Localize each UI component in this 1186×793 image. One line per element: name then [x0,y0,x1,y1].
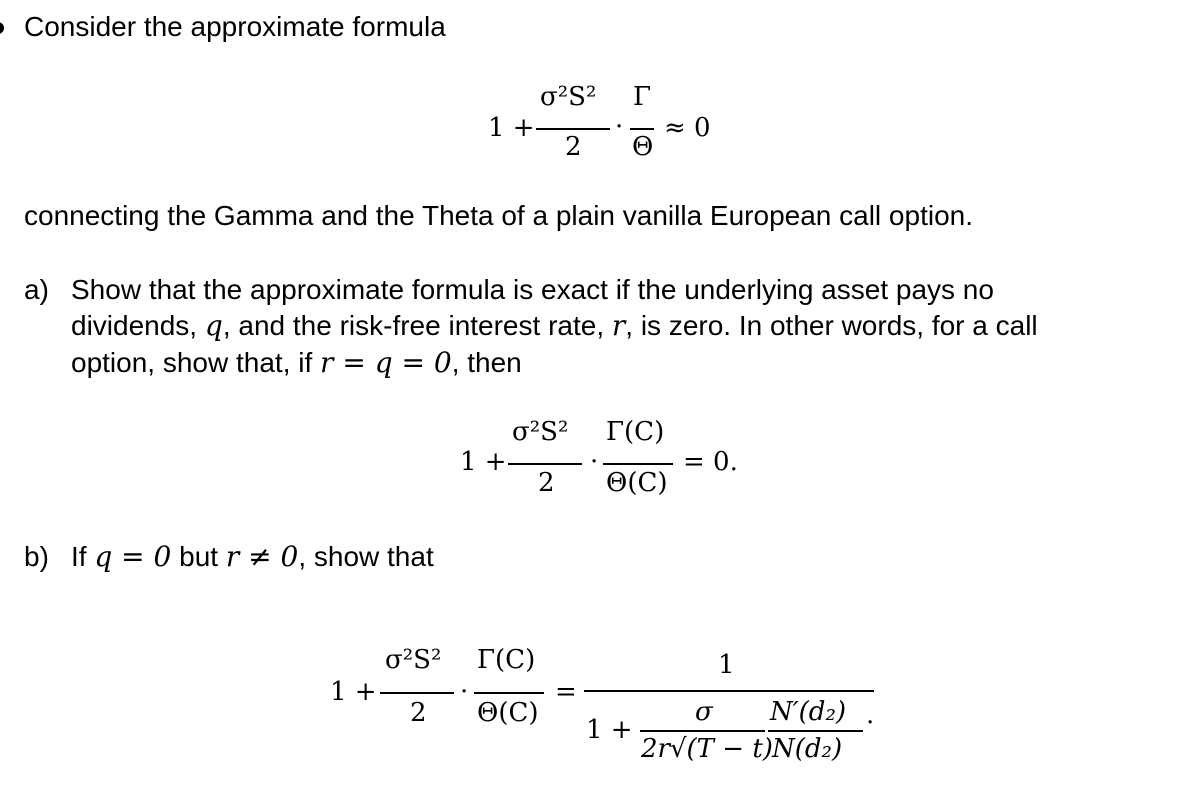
eq3-fraction-bar-2 [474,692,544,694]
eq3-dot: · [460,677,469,707]
eq3-sigma-denominator: 2r√(T − t) [641,734,773,764]
eq2-numerator-sigma-s: σ²S² [512,417,569,447]
part-a-line-1: Show that the approximate formula is exact if the underlying asset pays no [71,274,994,305]
eq1-dot: · [615,112,624,142]
eq1-denominator-2: 2 [565,132,582,162]
eq3-equals: = [555,677,577,707]
eq3-numerator-gamma-c: Γ(C) [477,645,536,675]
part-b-line: If q = 0 but r ≠ 0, show that [71,540,434,573]
eq3-sigma: σ [695,697,713,727]
eq1-one-plus: 1 + [488,113,535,143]
eq3-rhs-numerator-1: 1 [718,650,735,680]
eq3-sigma-fraction-bar [640,730,765,732]
eq3-fraction-bar-1 [380,692,454,694]
eq3-one-plus: 1 + [330,677,377,707]
eq1-numerator-sigma-s: σ²S² [540,82,597,112]
eq2-one-plus: 1 + [460,447,507,477]
eq3-denominator-2: 2 [410,698,427,728]
eq2-numerator-gamma-c: Γ(C) [606,417,665,447]
eq2-dot: · [590,447,599,477]
eq3-rhs-one-plus: 1 + [586,715,633,745]
eq3-period: . [866,700,875,730]
eq3-n-fraction-bar [768,730,863,732]
eq3-n-d2: N(d₂) [772,734,843,764]
eq1-numerator-gamma: Γ [633,82,652,112]
eq3-numerator-sigma-s: σ²S² [385,645,442,675]
intro-text: Consider the approximate formula [24,11,446,42]
part-a-line-2: dividends, q, and the risk-free interest rate, r, is zero. In other words, for a call [71,309,1038,342]
eq1-denominator-theta: Θ [632,132,654,162]
connecting-text: connecting the Gamma and the Theta of a plain vanilla European call option. [24,200,973,231]
part-a-line-3: option, show that, if r = q = 0, then [71,346,522,379]
eq3-denominator-theta-c: Θ(C) [477,698,539,728]
eq1-approx-zero: ≈ 0 [664,113,711,143]
eq3-main-fraction-bar [584,690,874,692]
part-a-marker: a) [24,274,49,305]
eq2-denominator-theta-c: Θ(C) [606,468,668,498]
eq2-equals-zero: = 0. [683,447,738,477]
part-b-marker: b) [24,541,49,572]
eq3-n-prime-d2: N′(d₂) [770,697,847,727]
eq2-denominator-2: 2 [538,468,555,498]
